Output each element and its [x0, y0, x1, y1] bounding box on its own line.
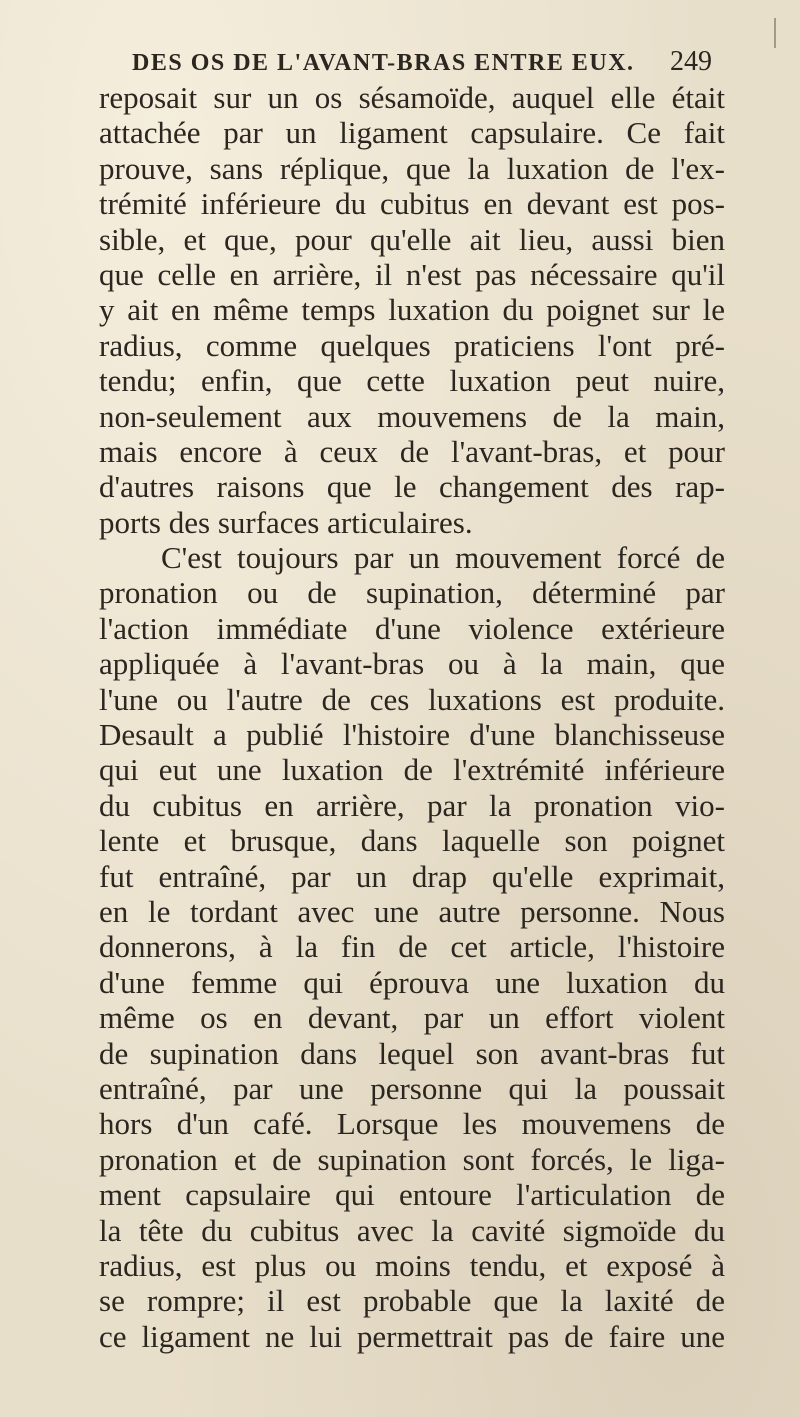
text-line: ment capsulaire qui entoure l'articulation de [99, 1177, 725, 1213]
text-line: radius, comme quelques praticiens l'ont pré- [99, 327, 725, 363]
text-line: que celle en arrière, il n'est pas nécessaire qu'il [99, 256, 725, 292]
text-line: qui eut une luxation de l'extrémité inférieure [99, 752, 725, 788]
text-line: fut entraîné, par un drap qu'elle exprimait, [99, 858, 725, 894]
text-line: attachée par un ligament capsulaire. Ce fait [99, 115, 725, 151]
text-line: du cubitus en arrière, par la pronation vio- [99, 787, 725, 823]
text-line: mais encore à ceux de l'avant-bras, et pour [99, 433, 725, 469]
text-line: pronation ou de supination, déterminé par [99, 575, 725, 611]
text-line: C'est toujours par un mouvement forcé de [161, 540, 725, 576]
text-line: trémité inférieure du cubitus en devant est pos- [99, 186, 725, 222]
text-line: même os en devant, par un effort violent [99, 1000, 725, 1036]
text-line: l'une ou l'autre de ces luxations est produite. [99, 681, 725, 717]
text-line: donnerons, à la fin de cet article, l'histoire [99, 929, 725, 965]
page-edge-mark [774, 18, 776, 48]
text-line: non-seulement aux mouvemens de la main, [99, 398, 725, 434]
text-line: reposait sur un os sésamoïde, auquel elle était [99, 80, 725, 115]
text-line: en le tordant avec une autre personne. Nous [99, 893, 725, 929]
body-text [99, 80, 725, 1354]
text-line: tendu; enfin, que cette luxation peut nuire, [99, 363, 725, 399]
text-line: Desault a publié l'histoire d'une blanchisseuse [99, 717, 725, 753]
text-line: la tête du cubitus avec la cavité sigmoïde du [99, 1212, 725, 1248]
running-title: DES OS DE L'AVANT-BRAS ENTRE EUX. [132, 50, 635, 76]
text-line: sible, et que, pour qu'elle ait lieu, aussi bien [99, 221, 725, 257]
page-number: 249 [670, 46, 712, 77]
text-line: d'autres raisons que le changement des rap- [99, 469, 725, 505]
running-head [132, 46, 732, 80]
text-line: prouve, sans réplique, que la luxation de l'ex- [99, 150, 725, 186]
text-line: lente et brusque, dans laquelle son poignet [99, 823, 725, 859]
text-line: appliquée à l'avant-bras ou à la main, que [99, 646, 725, 682]
text-line: hors d'un café. Lorsque les mouvemens de [99, 1106, 725, 1142]
text-line: radius, est plus ou moins tendu, et exposé à [99, 1247, 725, 1283]
text-line: de supination dans lequel son avant-bras fut [99, 1035, 725, 1071]
text-line: ports des surfaces articulaires. [99, 504, 473, 540]
text-line: y ait en même temps luxation du poignet sur le [99, 292, 725, 328]
text-line: d'une femme qui éprouva une luxation du [99, 964, 725, 1000]
text-line: pronation et de supination sont forcés, le liga- [99, 1141, 725, 1177]
text-line: l'action immédiate d'une violence extérieure [99, 610, 725, 646]
text-line: ce ligament ne lui permettrait pas de faire une [99, 1318, 725, 1354]
text-line: se rompre; il est probable que la laxité de [99, 1283, 725, 1319]
text-line: entraîné, par une personne qui la poussait [99, 1070, 725, 1106]
